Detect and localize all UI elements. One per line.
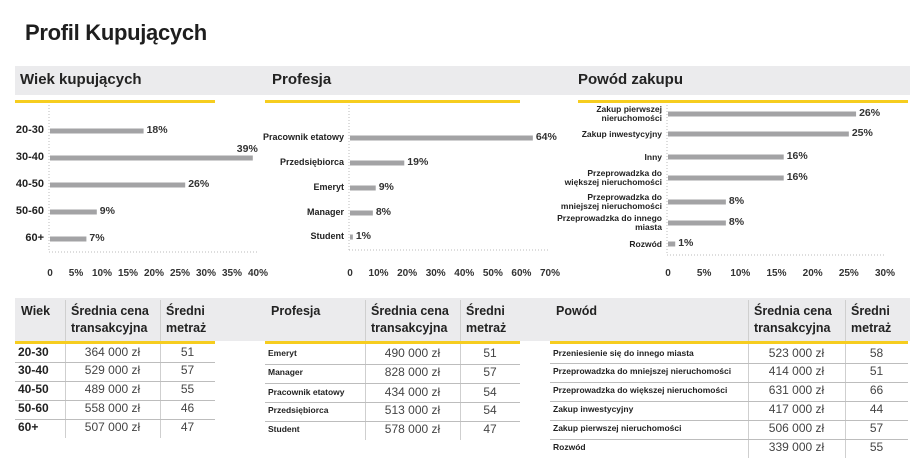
tick-label: 20%: [802, 268, 823, 279]
table-cell: 51: [483, 346, 497, 360]
table-header: Profesja: [271, 304, 321, 318]
table-cell: 50-60: [18, 401, 49, 415]
section-title-reason: Powód zakupu: [578, 71, 683, 88]
data-label: 39%: [236, 143, 258, 155]
bar: [350, 161, 404, 166]
table-cell: 828 000 zł: [384, 365, 441, 379]
data-label: 8%: [728, 216, 745, 228]
data-label: 16%: [786, 150, 808, 162]
table-cell: Rozwód: [553, 442, 586, 452]
table-header: Średni metraż: [851, 304, 892, 335]
tick-label: 10%: [368, 268, 389, 279]
table-header: Średnia cena transakcyjna: [371, 304, 449, 335]
bar: [668, 155, 784, 160]
table-cell: 55: [180, 382, 195, 396]
category-label: Przedsiębiorca: [279, 157, 344, 168]
bar: [50, 156, 253, 161]
tick-label: 15%: [766, 268, 787, 279]
bar: [668, 242, 675, 247]
table-cell: Przeprowadzka do mniejszej nieruchomości: [553, 366, 732, 376]
tick-label: 10%: [91, 268, 112, 279]
table-cell: 506 000 zł: [768, 421, 825, 435]
bar: [668, 200, 726, 205]
table-cell: 414 000 zł: [768, 364, 825, 378]
category-label: Zakup pierwszej nieruchomości: [596, 104, 662, 123]
tick-label: 0: [347, 268, 353, 279]
tick-label: 15%: [117, 268, 138, 279]
table-cell: Emeryt: [268, 348, 297, 358]
table-cell: 490 000 zł: [384, 346, 441, 360]
data-label: 25%: [851, 127, 873, 139]
table-cell: 57: [180, 363, 195, 377]
section-title-profession: Profesja: [272, 71, 332, 88]
category-label: Inny: [644, 151, 662, 162]
bar: [668, 176, 784, 181]
bar: [350, 186, 376, 191]
table-cell: 57: [483, 365, 497, 379]
tick-label: 50%: [482, 268, 503, 279]
table-cell: 523 000 zł: [768, 346, 825, 360]
table-cell: Przeprowadzka do większej nieruchomości: [553, 385, 728, 395]
category-label: Przeprowadzka do większej nieruchomości: [564, 168, 662, 187]
table-cell: Przeniesienie się do innego miasta: [553, 348, 694, 358]
data-label: 16%: [786, 171, 808, 183]
table-cell: 20-30: [18, 345, 49, 359]
category-label: 40-50: [15, 178, 44, 191]
bar: [50, 210, 97, 215]
bar: [668, 132, 849, 137]
tick-label: 30%: [874, 268, 895, 279]
data-label: 7%: [89, 232, 105, 244]
bar: [50, 183, 185, 188]
tick-label: 20%: [143, 268, 164, 279]
table-cell: Pracownik etatowy: [268, 387, 345, 397]
table-header: Średni metraż: [166, 304, 207, 335]
table-cell: 631 000 zł: [768, 383, 825, 397]
table-cell: 513 000 zł: [384, 403, 441, 417]
category-label: Emeryt: [313, 182, 344, 193]
tick-label: 35%: [221, 268, 242, 279]
category-label: 20-30: [15, 124, 44, 137]
tick-label: 40%: [454, 268, 475, 279]
table-cell: 339 000 zł: [768, 440, 825, 454]
category-label: Przeprowadzka do mniejszej nieruchomości: [560, 192, 662, 211]
bar: [350, 235, 353, 240]
data-label: 26%: [188, 178, 210, 190]
table-header: Średnia cena transakcyjna: [71, 304, 149, 335]
table-cell: 46: [180, 401, 195, 415]
table-cell: Zakup pierwszej nieruchomości: [553, 423, 682, 433]
table-cell: 434 000 zł: [384, 385, 441, 399]
table-cell: 489 000 zł: [84, 382, 141, 396]
data-label: 8%: [375, 206, 392, 218]
bar: [668, 112, 856, 117]
bar: [350, 211, 373, 216]
section-title-age: Wiek kupujących: [20, 71, 142, 88]
table-cell: 529 000 zł: [84, 363, 141, 377]
table-cell: 364 000 zł: [84, 345, 141, 359]
table-cell: Student: [268, 424, 300, 434]
table-header: Średnia cena transakcyjna: [754, 304, 832, 335]
category-label: Pracownik etatowy: [262, 132, 344, 143]
table-cell: 47: [180, 420, 195, 434]
tick-label: 0: [665, 268, 671, 279]
tick-label: 5%: [696, 268, 712, 279]
bar: [50, 237, 86, 242]
tick-label: 30%: [195, 268, 216, 279]
table-cell: 44: [869, 402, 884, 416]
tick-label: 40%: [247, 268, 268, 279]
tick-label: 60%: [511, 268, 532, 279]
data-label: 18%: [146, 124, 168, 136]
tick-label: 5%: [68, 268, 84, 279]
page-title: Profil Kupujących: [25, 20, 207, 45]
bar: [350, 136, 533, 141]
category-label: Student: [310, 231, 344, 242]
row-divider: [265, 383, 520, 384]
category-label: 60+: [25, 232, 44, 245]
table-header: Powód: [556, 304, 597, 318]
table-cell: 30-40: [18, 363, 49, 377]
category-label: Zakup inwestycyjny: [581, 128, 662, 139]
accent-line: [550, 341, 908, 344]
tick-label: 25%: [838, 268, 859, 279]
table-cell: 54: [483, 403, 497, 417]
tick-label: 30%: [425, 268, 446, 279]
data-label: 1%: [355, 230, 372, 242]
data-label: 1%: [678, 237, 694, 249]
data-label: 19%: [407, 156, 429, 168]
table-cell: Manager: [268, 367, 303, 377]
category-label: Przeprowadzka do innego miasta: [557, 213, 662, 232]
table-cell: 51: [180, 345, 195, 359]
table-cell: 55: [869, 440, 884, 454]
accent-line: [15, 341, 215, 344]
table-cell: 58: [869, 346, 884, 360]
table-cell: 507 000 zł: [84, 420, 141, 434]
data-label: 26%: [859, 107, 881, 119]
tick-label: 25%: [169, 268, 190, 279]
bar: [50, 129, 144, 134]
tick-label: 20%: [397, 268, 418, 279]
bar: [668, 221, 726, 226]
table-cell: Zakup inwestycyjny: [553, 404, 634, 414]
category-label: Rozwód: [629, 238, 662, 249]
data-label: 9%: [378, 181, 394, 193]
table-cell: 54: [483, 385, 497, 399]
table-header: Średni metraż: [466, 304, 507, 335]
table-cell: 60+: [18, 420, 39, 434]
table-header: Wiek: [21, 304, 51, 318]
table-cell: 57: [869, 421, 884, 435]
data-label: 9%: [99, 205, 115, 217]
table-cell: 578 000 zł: [384, 422, 441, 436]
table-cell: 47: [483, 422, 497, 436]
table-cell: 417 000 zł: [768, 402, 825, 416]
data-label: 8%: [728, 195, 745, 207]
category-label: 50-60: [15, 205, 44, 218]
accent-line: [265, 341, 520, 344]
table-cell: Przedsiębiorca: [268, 405, 329, 415]
table-cell: 558 000 zł: [84, 401, 141, 415]
table-cell: 51: [869, 364, 884, 378]
tick-label: 10%: [730, 268, 751, 279]
table-cell: 40-50: [18, 382, 49, 396]
category-label: Manager: [306, 207, 344, 218]
data-label: 64%: [535, 131, 557, 143]
tick-label: 70%: [539, 268, 560, 279]
tick-label: 0: [47, 268, 53, 279]
category-label: 30-40: [15, 151, 44, 164]
table-cell: 66: [869, 383, 884, 397]
